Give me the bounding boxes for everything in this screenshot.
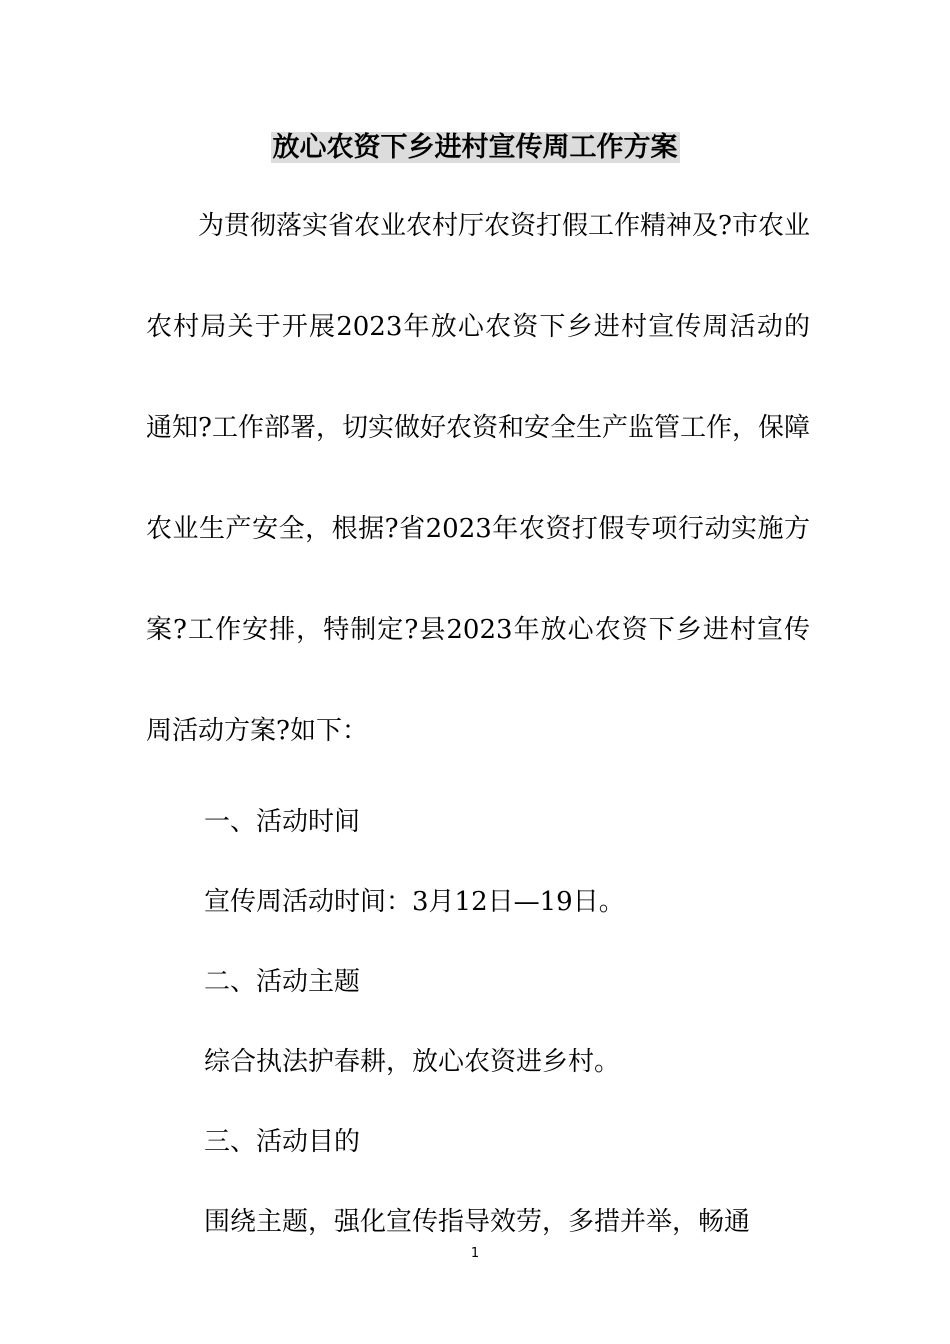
intro-paragraph: 为贯彻落实省农业农村厅农资打假工作精神及?市农业农村局关于开展2023年放心农资下乡进村宣传周活动的通知?工作部署，切实做好农资和安全生产监管工作，保障农业生产安全，根据?省2023年农资打假专项行动实施方案?工作安排，特制定?县2023年放心农资下乡进村宣传周活动方案?如下： [146, 211, 810, 746]
document-title [0, 128, 950, 168]
document-body [146, 176, 810, 1262]
section-heading-time: 一、活动时间 [204, 807, 361, 837]
activity-theme-text: 综合执法护春耕，放心农资进乡村。 [204, 1047, 621, 1077]
document-title-text: 放心农资下乡进村宣传周工作方案 [272, 132, 678, 163]
activity-purpose-text: 围绕主题，强化宣传指导效劳，多措并举，畅通 [204, 1207, 751, 1237]
section-heading-theme: 二、活动主题 [204, 967, 361, 997]
page-number: 1 [470, 1246, 480, 1261]
activity-time-text: 宣传周活动时间：3月12日—19日。 [204, 887, 625, 917]
section-heading-purpose: 三、活动目的 [204, 1127, 361, 1157]
